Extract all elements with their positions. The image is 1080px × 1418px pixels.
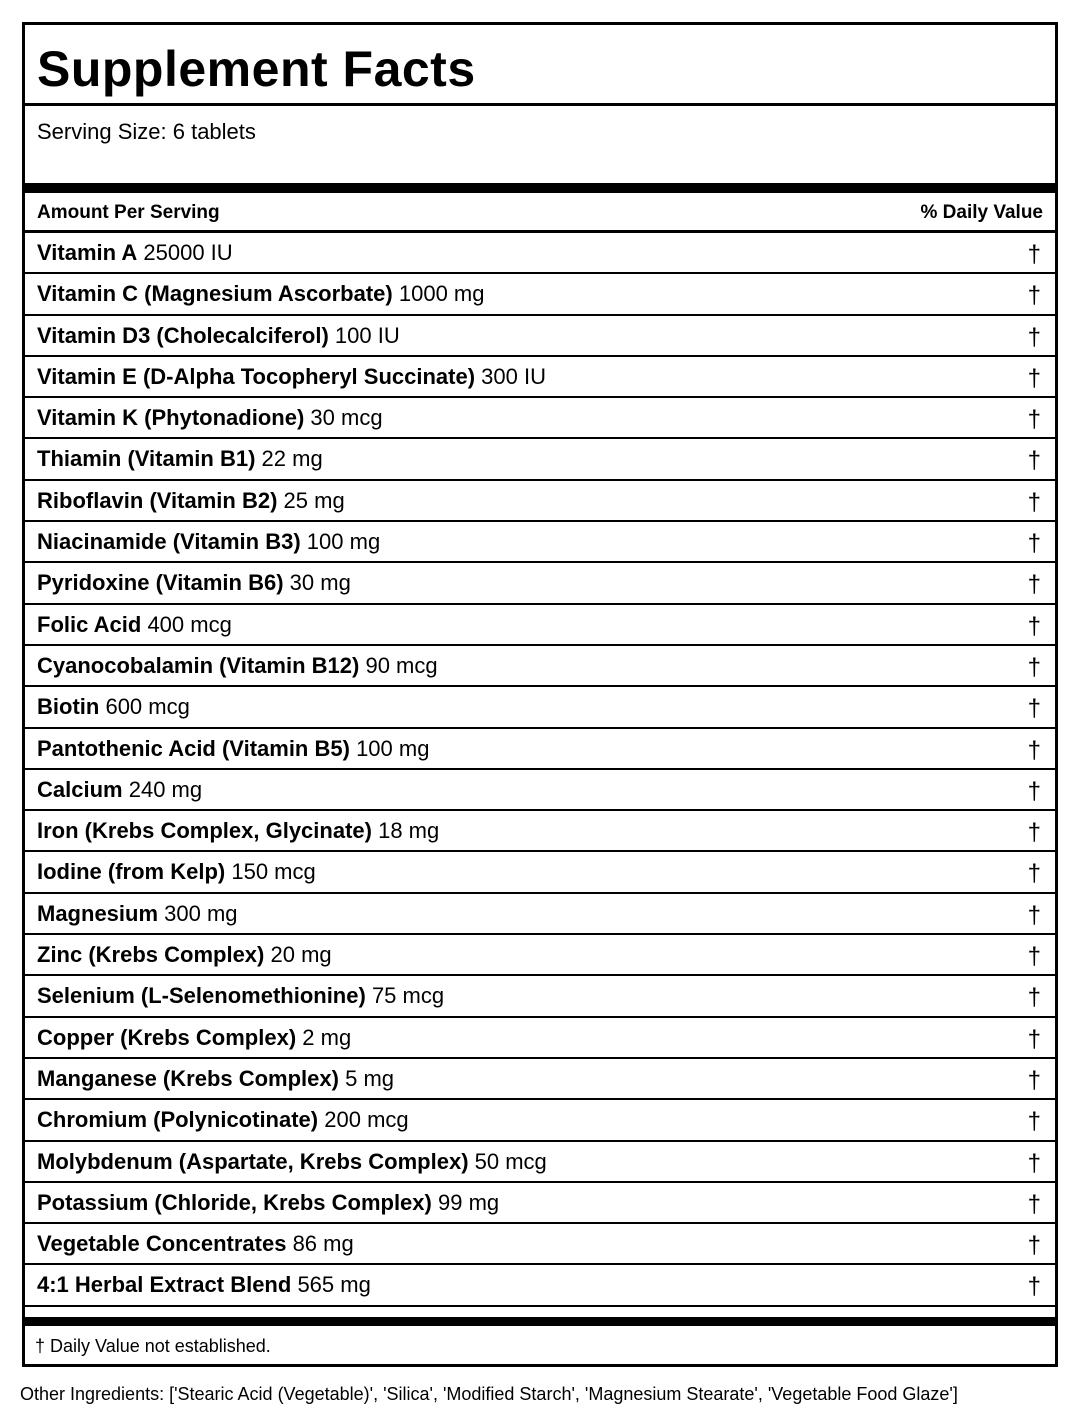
nutrient-text	[37, 239, 233, 267]
daily-value-dagger: †	[1027, 530, 1041, 558]
nutrient-amount: 565 mg	[297, 1272, 371, 1298]
nutrient-name: 4:1 Herbal Extract Blend	[37, 1272, 292, 1298]
daily-value-dagger: †	[1027, 1066, 1041, 1094]
nutrient-text	[37, 858, 316, 886]
nutrient-amount: 150 mcg	[231, 859, 316, 885]
nutrient-name: Magnesium	[37, 900, 159, 926]
nutrient-row	[25, 687, 1055, 728]
nutrient-name: Thiamin (Vitamin B1)	[37, 446, 256, 472]
nutrient-name: Chromium (Polynicotinate)	[37, 1107, 319, 1133]
daily-value-dagger: †	[1027, 653, 1041, 681]
nutrient-row	[25, 274, 1055, 315]
serving-size: Serving Size: 6 tablets	[37, 119, 256, 144]
title-divider	[25, 103, 1055, 106]
nutrient-row	[25, 1018, 1055, 1059]
nutrient-name: Pantothenic Acid (Vitamin B5)	[37, 735, 350, 761]
nutrient-amount: 100 IU	[334, 322, 400, 348]
nutrient-text	[37, 363, 546, 391]
daily-value-dagger: †	[1027, 1149, 1041, 1177]
nutrient-name: Selenium (L-Selenomethionine)	[37, 983, 366, 1009]
nutrient-row	[25, 1059, 1055, 1100]
nutrient-name: Cyanocobalamin (Vitamin B12)	[37, 652, 360, 678]
nutrient-row	[25, 976, 1055, 1017]
nutrient-name: Molybdenum (Aspartate, Krebs Complex)	[37, 1148, 469, 1174]
nutrient-row	[25, 398, 1055, 439]
daily-value-dagger: †	[1027, 571, 1041, 599]
nutrient-amount: 400 mcg	[147, 611, 232, 637]
nutrient-text	[37, 1271, 371, 1299]
nutrient-text	[37, 1106, 409, 1134]
nutrient-amount: 86 mg	[292, 1231, 354, 1257]
nutrient-amount: 30 mcg	[310, 405, 383, 431]
nutrient-amount: 600 mcg	[105, 694, 190, 720]
nutrient-amount: 25000 IU	[143, 240, 233, 265]
nutrient-amount: 99 mg	[437, 1189, 500, 1215]
nutrient-name: Pyridoxine (Vitamin B6)	[37, 570, 284, 596]
nutrient-text	[37, 735, 429, 763]
nutrient-text	[37, 280, 485, 308]
nutrient-row	[25, 935, 1055, 976]
daily-value-dagger: †	[1027, 282, 1041, 310]
nutrient-row	[25, 316, 1055, 357]
nutrient-amount: 30 mg	[289, 570, 351, 596]
nutrient-text	[37, 445, 323, 473]
nutrient-name: Vitamin D3 (Cholecalciferol)	[37, 322, 329, 348]
daily-value-dagger: †	[1027, 777, 1041, 805]
nutrient-name: Zinc (Krebs Complex)	[37, 942, 265, 968]
nutrient-amount: 22 mg	[261, 446, 323, 472]
nutrient-row	[25, 811, 1055, 852]
nutrient-amount: 100 mg	[356, 735, 430, 761]
nutrient-amount: 240 mg	[128, 776, 203, 802]
nutrient-amount: 5 mg	[345, 1065, 395, 1091]
amount-per-serving-header: Amount Per Serving	[37, 202, 220, 223]
daily-value-dagger: †	[1027, 488, 1041, 516]
nutrient-name: Niacinamide (Vitamin B3)	[37, 529, 301, 555]
nutrient-row	[25, 894, 1055, 935]
daily-value-dagger: †	[1027, 695, 1041, 723]
daily-value-dagger: †	[1027, 1232, 1041, 1260]
daily-value-dagger: †	[1027, 323, 1041, 351]
nutrient-amount: 18 mg	[378, 818, 440, 844]
nutrient-text	[37, 982, 444, 1010]
nutrient-amount: 100 mg	[306, 529, 381, 555]
footnote: † Daily Value not established.	[35, 1336, 271, 1356]
daily-value-dagger: †	[1027, 612, 1041, 640]
nutrient-row	[25, 1142, 1055, 1183]
nutrient-name: Vitamin A	[37, 240, 138, 265]
nutrient-name: Potassium (Chloride, Krebs Complex)	[37, 1189, 432, 1215]
panel-title: Supplement Facts	[37, 41, 476, 97]
nutrient-name: Iodine (from Kelp)	[37, 859, 226, 885]
daily-value-dagger: †	[1027, 819, 1041, 847]
nutrient-amount: 200 mcg	[324, 1107, 409, 1133]
nutrient-name: Copper (Krebs Complex)	[37, 1024, 297, 1050]
thick-divider-bottom	[25, 1317, 1055, 1326]
other-ingredients: Other Ingredients: ['Stearic Acid (Vegetable)', 'Silica', 'Modified Starch', 'Magnesium Stearate', 'Vegetable Food Glaze']	[20, 1384, 958, 1404]
daily-value-dagger: †	[1027, 984, 1041, 1012]
daily-value-dagger: †	[1027, 1190, 1041, 1218]
nutrient-row	[25, 563, 1055, 604]
nutrient-name: Biotin	[37, 694, 100, 720]
nutrient-amount: 50 mcg	[474, 1148, 547, 1174]
daily-value-dagger: †	[1027, 447, 1041, 475]
nutrient-amount: 1000 mg	[398, 281, 485, 307]
nutrient-amount: 300 IU	[481, 363, 546, 389]
nutrient-amount: 90 mcg	[365, 652, 438, 678]
daily-value-dagger: †	[1027, 943, 1041, 971]
nutrient-amount: 300 mg	[164, 900, 238, 926]
daily-value-dagger: †	[1027, 901, 1041, 929]
nutrient-row	[25, 1183, 1055, 1224]
nutrient-row	[25, 852, 1055, 893]
nutrient-name: Vitamin C (Magnesium Ascorbate)	[37, 281, 393, 307]
nutrient-text	[37, 817, 439, 845]
nutrient-amount: 20 mg	[270, 942, 332, 968]
daily-value-dagger: †	[1027, 1025, 1041, 1053]
nutrient-amount: 2 mg	[302, 1024, 352, 1050]
nutrient-text	[37, 941, 332, 969]
thick-divider-top	[25, 183, 1055, 193]
nutrient-text	[37, 1230, 354, 1258]
daily-value-dagger: †	[1027, 860, 1041, 888]
nutrient-row	[25, 357, 1055, 398]
nutrient-text	[37, 900, 238, 928]
nutrient-row	[25, 439, 1055, 480]
nutrient-text	[37, 1065, 394, 1093]
nutrient-text	[37, 569, 351, 597]
nutrient-row	[25, 646, 1055, 687]
nutrient-name: Vitamin K (Phytonadione)	[37, 405, 305, 431]
nutrient-text	[37, 652, 438, 680]
nutrient-row	[25, 770, 1055, 811]
nutrient-name: Iron (Krebs Complex, Glycinate)	[37, 818, 372, 844]
daily-value-dagger: †	[1027, 241, 1041, 268]
supplement-facts-panel	[22, 22, 1058, 1367]
nutrient-name: Vitamin E (D-Alpha Tocopheryl Succinate)	[37, 363, 476, 389]
nutrient-text	[37, 1189, 499, 1217]
nutrient-row	[25, 522, 1055, 563]
nutrient-text	[37, 487, 345, 515]
daily-value-dagger: †	[1027, 1108, 1041, 1136]
nutrient-row	[25, 481, 1055, 522]
nutrient-amount: 75 mcg	[371, 983, 445, 1009]
nutrient-text	[37, 776, 202, 804]
nutrient-row	[25, 729, 1055, 770]
nutrient-amount: 25 mg	[283, 487, 345, 513]
nutrient-text	[37, 322, 400, 350]
nutrient-name: Vegetable Concentrates	[37, 1231, 287, 1257]
nutrient-row	[25, 1100, 1055, 1141]
daily-value-dagger: †	[1027, 736, 1041, 764]
daily-value-header: % Daily Value	[920, 202, 1043, 223]
column-header	[25, 194, 1055, 231]
daily-value-dagger: †	[1027, 364, 1041, 392]
nutrient-row	[25, 1224, 1055, 1265]
nutrient-name: Calcium	[37, 776, 123, 802]
nutrient-text	[37, 528, 380, 556]
daily-value-dagger: †	[1027, 406, 1041, 434]
nutrient-text	[37, 611, 232, 639]
daily-value-dagger: †	[1027, 1273, 1041, 1301]
nutrient-name: Manganese (Krebs Complex)	[37, 1065, 339, 1091]
nutrient-name: Riboflavin (Vitamin B2)	[37, 487, 278, 513]
nutrient-name: Folic Acid	[37, 611, 142, 637]
nutrient-text	[37, 1148, 547, 1176]
nutrient-row	[25, 1265, 1055, 1306]
nutrient-row	[25, 605, 1055, 646]
nutrient-text	[37, 1024, 351, 1052]
nutrient-text	[37, 693, 190, 721]
nutrient-text	[37, 404, 383, 432]
nutrient-row	[25, 233, 1055, 274]
nutrient-list	[25, 233, 1055, 1307]
